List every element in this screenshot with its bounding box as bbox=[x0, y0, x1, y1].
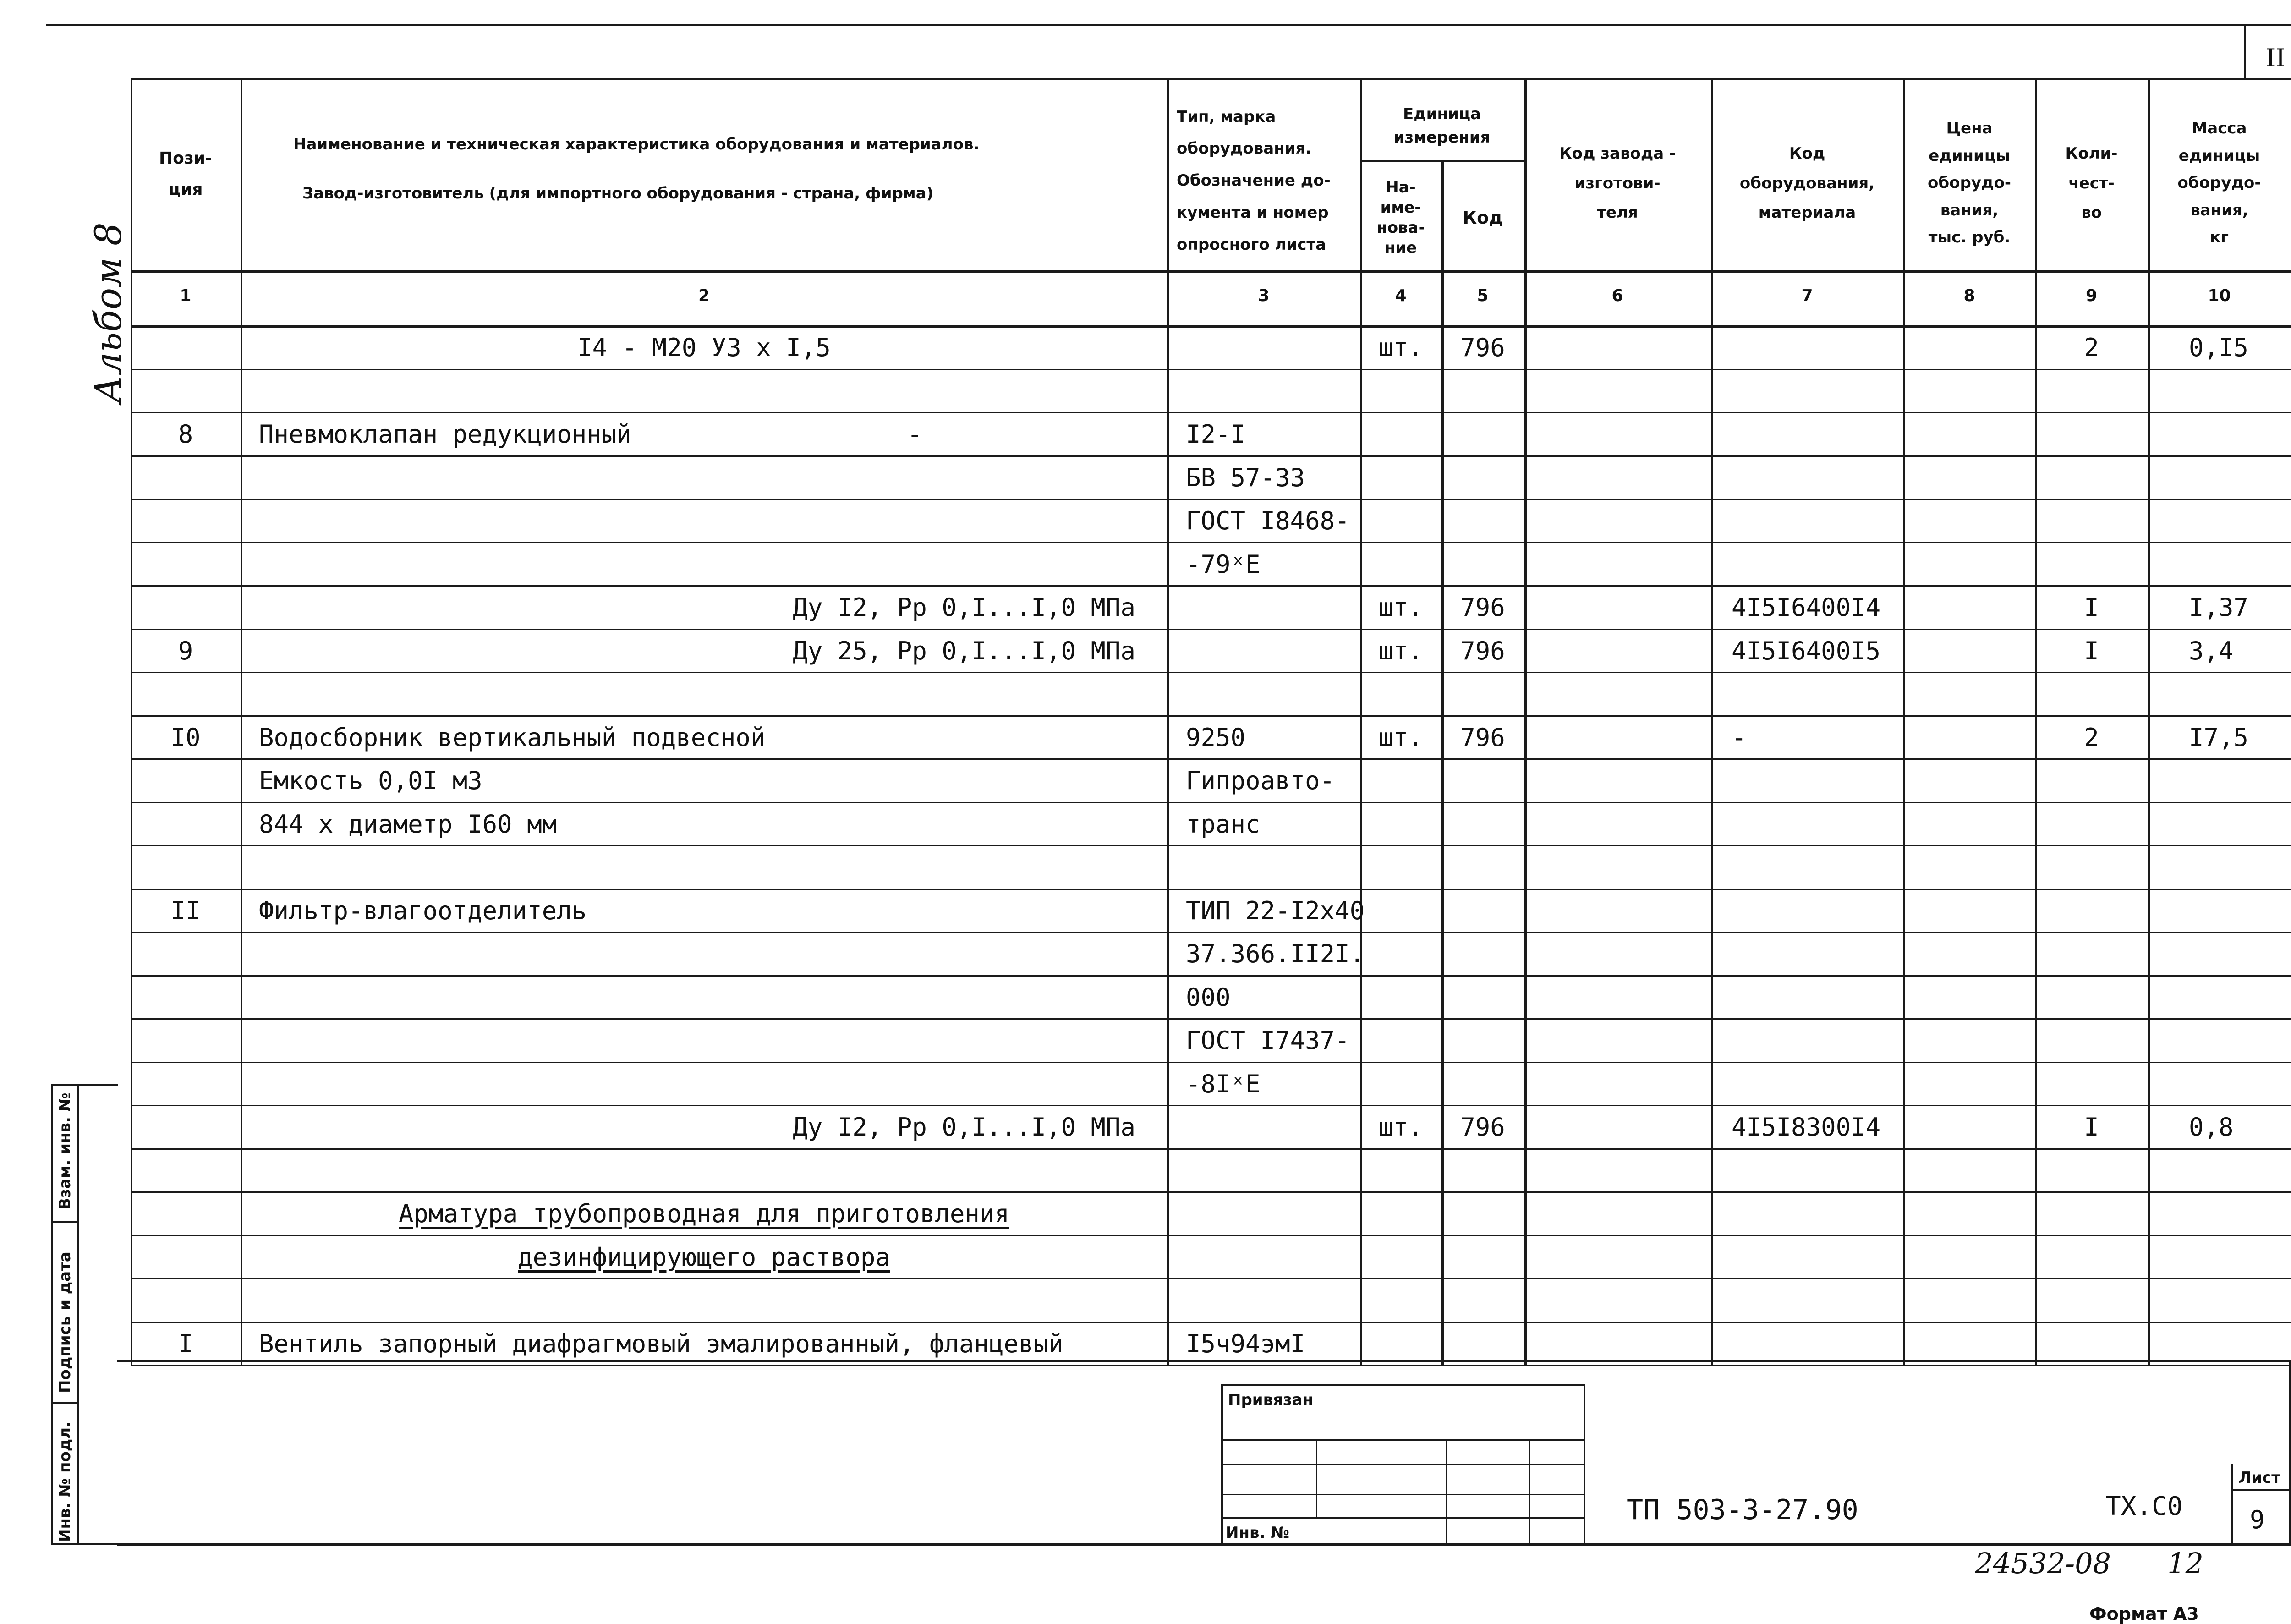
row-line bbox=[131, 975, 2291, 977]
material-code-cell: 4I5I6400I5 bbox=[1732, 636, 1881, 665]
header-name-line2: Завод-изготовитель (для импортного оборудования - страна, фирма) bbox=[302, 184, 934, 203]
side-label-vzam: Взам. инв. № bbox=[56, 1092, 74, 1210]
type-cell: ГОСТ I7437- bbox=[1186, 1026, 1350, 1055]
privyazan-h2 bbox=[1221, 1464, 1585, 1465]
column-line-1 bbox=[241, 78, 242, 1365]
column-line-5 bbox=[1524, 78, 1527, 1365]
position-cell: I0 bbox=[170, 723, 201, 752]
side-strip-left bbox=[51, 1084, 53, 1544]
side-sep-2 bbox=[51, 1402, 79, 1404]
list-box-mid bbox=[2231, 1489, 2291, 1491]
unit-name-cell: шт. bbox=[1378, 636, 1423, 665]
unit-name-cell: шт. bbox=[1378, 333, 1423, 362]
privyazan-label: Привязан bbox=[1228, 1391, 1314, 1409]
quantity-cell: I bbox=[2084, 593, 2099, 622]
type-cell: -79ˣЕ bbox=[1186, 549, 1261, 579]
name-cell: Пневмоклапан редукционный bbox=[259, 420, 631, 449]
row-line bbox=[131, 758, 2291, 760]
privyazan-h3 bbox=[1221, 1494, 1585, 1495]
type-cell: БВ 57-33 bbox=[1186, 463, 1305, 492]
stamp-inv-label: Инв. № bbox=[1226, 1524, 1290, 1542]
header-unit: Единица измерения bbox=[1393, 105, 1491, 147]
privyazan-v1 bbox=[1316, 1439, 1317, 1517]
quantity-cell: 2 bbox=[2084, 723, 2099, 752]
side-sep-1 bbox=[51, 1221, 79, 1223]
format-label: Формат А3 bbox=[2089, 1604, 2199, 1624]
name-cell: Ду I2, Рр 0,I...I,0 МПа bbox=[793, 593, 1135, 622]
position-cell: II bbox=[170, 896, 201, 925]
mass-cell: 0,I5 bbox=[2189, 333, 2249, 362]
column-number: 5 bbox=[1477, 286, 1489, 305]
name-extra: - bbox=[907, 420, 922, 449]
row-line bbox=[131, 1278, 2291, 1279]
type-cell: 37.366.II2I. bbox=[1186, 939, 1365, 968]
row-line bbox=[131, 499, 2291, 500]
row-line bbox=[131, 845, 2291, 846]
document-code: ТП 503-3-27.90 bbox=[1627, 1494, 1858, 1526]
side-label-podpis: Подпись и дата bbox=[56, 1251, 74, 1393]
archive-page: 12 bbox=[2167, 1547, 2203, 1580]
row-line bbox=[131, 932, 2291, 933]
privyazan-box-top bbox=[1221, 1384, 1585, 1386]
type-cell: -8IˣЕ bbox=[1186, 1069, 1261, 1098]
type-cell: ТИП 22-I2x40 bbox=[1186, 896, 1365, 925]
unit-code-cell: 796 bbox=[1460, 636, 1505, 665]
unit-name-cell: шт. bbox=[1378, 723, 1423, 752]
type-cell: 9250 bbox=[1186, 723, 1246, 752]
row-line bbox=[131, 1148, 2291, 1150]
column-number: 6 bbox=[1611, 286, 1623, 305]
name-cell: дезинфицирующего раствора bbox=[518, 1242, 890, 1272]
column-line-8 bbox=[2035, 78, 2037, 1365]
column-number: 7 bbox=[1801, 286, 1813, 305]
name-cell: Емкость 0,0I м3 bbox=[259, 766, 482, 795]
name-cell: Вентиль запорный диафрагмовый эмалированный, фланцевый bbox=[259, 1329, 1063, 1358]
material-code-cell: - bbox=[1732, 723, 1747, 752]
header-unit-code: Код bbox=[1463, 207, 1503, 228]
side-strip-right bbox=[77, 1084, 79, 1544]
row-line bbox=[131, 369, 2291, 370]
type-cell: транс bbox=[1186, 809, 1261, 839]
row-line bbox=[131, 715, 2291, 717]
column-number: 8 bbox=[1963, 286, 1975, 305]
row-line bbox=[131, 455, 2291, 457]
type-cell: 000 bbox=[1186, 982, 1231, 1012]
table-top-line bbox=[131, 78, 2291, 80]
list-number: 9 bbox=[2250, 1505, 2265, 1534]
type-cell: I2-I bbox=[1186, 420, 1246, 449]
position-cell: 8 bbox=[178, 420, 193, 449]
privyazan-h4 bbox=[1221, 1517, 1585, 1519]
column-number: 2 bbox=[698, 286, 710, 305]
unit-code-cell: 796 bbox=[1460, 1113, 1505, 1141]
row-line bbox=[131, 412, 2291, 413]
row-line bbox=[131, 629, 2291, 630]
header-price: Цена единицы оборудо- вания, тыс. руб. bbox=[1928, 119, 2011, 247]
column-line-6 bbox=[1711, 78, 1713, 1365]
row-line bbox=[131, 1322, 2291, 1323]
header-plant-code: Код завода - изготови- теля bbox=[1559, 144, 1676, 222]
row-line bbox=[131, 889, 2291, 890]
name-cell: Ду I2, Рр 0,I...I,0 МПа bbox=[793, 1113, 1135, 1141]
row-line bbox=[131, 1365, 2291, 1366]
unit-name-cell: шт. bbox=[1378, 593, 1423, 622]
column-number: 1 bbox=[180, 286, 192, 305]
unit-name-cell: шт. bbox=[1378, 1113, 1423, 1141]
list-box-left bbox=[2231, 1464, 2233, 1544]
header-name-line1: Наименование и техническая характеристика оборудования и материалов. bbox=[293, 135, 980, 154]
unit-code-cell: 796 bbox=[1460, 593, 1505, 622]
mass-cell: 3,4 bbox=[2189, 636, 2234, 665]
mass-cell: 0,8 bbox=[2189, 1113, 2234, 1141]
number-row-bottom-line bbox=[131, 325, 2291, 328]
quantity-cell: I bbox=[2084, 1113, 2099, 1141]
position-cell: I bbox=[178, 1329, 193, 1358]
top-border bbox=[46, 24, 2291, 26]
row-line bbox=[131, 1062, 2291, 1063]
name-cell: Фильтр-влагоотделитель bbox=[259, 896, 587, 925]
header-mass: Масса единицы оборудо- вания, кг bbox=[2177, 119, 2261, 247]
stamp-top bbox=[117, 1360, 2291, 1362]
mass-cell: I,37 bbox=[2189, 593, 2249, 622]
side-strip-top bbox=[51, 1084, 118, 1086]
type-cell: ГОСТ I8468- bbox=[1186, 506, 1350, 535]
row-line bbox=[131, 1235, 2291, 1236]
archive-number: 24532-08 bbox=[1975, 1547, 2111, 1580]
corner-box-left bbox=[2244, 24, 2246, 79]
unit-code-cell: 796 bbox=[1460, 723, 1505, 752]
row-line bbox=[131, 542, 2291, 543]
header-position: Пози- ция bbox=[159, 148, 212, 199]
privyazan-h1 bbox=[1221, 1439, 1585, 1441]
name-cell: I4 - M20 У3 x I,5 bbox=[577, 333, 831, 362]
column-number: 3 bbox=[1258, 286, 1270, 305]
quantity-cell: 2 bbox=[2084, 333, 2099, 362]
position-cell: 9 bbox=[178, 636, 193, 665]
side-strip-bottom bbox=[51, 1543, 118, 1545]
row-line bbox=[131, 672, 2291, 673]
header-type: Тип, марка оборудования. Обозначение до- кумента и номер опросного листа bbox=[1177, 107, 1331, 254]
type-cell: Гипроавто- bbox=[1186, 766, 1335, 795]
unit-code-cell: 796 bbox=[1460, 333, 1505, 362]
album-label: Альбом 8 bbox=[87, 222, 130, 403]
header-unit-name: На- име- нова- ние bbox=[1376, 178, 1425, 258]
column-number: 10 bbox=[2208, 286, 2231, 305]
column-line-0 bbox=[131, 78, 132, 1365]
quantity-cell: I bbox=[2084, 636, 2099, 665]
sheet-corner-number: II bbox=[2266, 44, 2286, 72]
material-code-cell: 4I5I8300I4 bbox=[1732, 1113, 1881, 1141]
row-line bbox=[131, 802, 2291, 803]
material-code-cell: 4I5I6400I4 bbox=[1732, 593, 1881, 622]
type-cell: I5ч94эмI bbox=[1186, 1329, 1305, 1358]
row-line bbox=[131, 1105, 2291, 1106]
stamp-bottom bbox=[117, 1543, 2291, 1546]
privyazan-v3 bbox=[1529, 1439, 1530, 1544]
name-cell: Арматура трубопроводная для приготовления bbox=[399, 1199, 1009, 1228]
name-cell: Водосборник вертикальный подвесной bbox=[259, 723, 766, 752]
row-line bbox=[131, 585, 2291, 587]
name-cell: Ду 25, Рр 0,I...I,0 МПа bbox=[793, 636, 1135, 665]
sheet-mark: ТХ.С0 bbox=[2105, 1492, 2183, 1521]
name-cell: 844 x диаметр I60 мм bbox=[259, 809, 557, 839]
header-quantity: Коли- чест- во bbox=[2065, 144, 2118, 222]
list-label: Лист bbox=[2238, 1469, 2280, 1487]
privyazan-v2 bbox=[1446, 1439, 1447, 1544]
side-label-inv-podl: Инв. № подл. bbox=[56, 1421, 74, 1542]
column-number: 9 bbox=[2085, 286, 2098, 305]
header-material-code: Код оборудования, материала bbox=[1739, 144, 1875, 222]
column-number: 4 bbox=[1395, 286, 1407, 305]
row-line bbox=[131, 1191, 2291, 1193]
mass-cell: I7,5 bbox=[2189, 723, 2249, 752]
row-line bbox=[131, 1018, 2291, 1020]
stamp-right bbox=[2289, 1360, 2291, 1546]
